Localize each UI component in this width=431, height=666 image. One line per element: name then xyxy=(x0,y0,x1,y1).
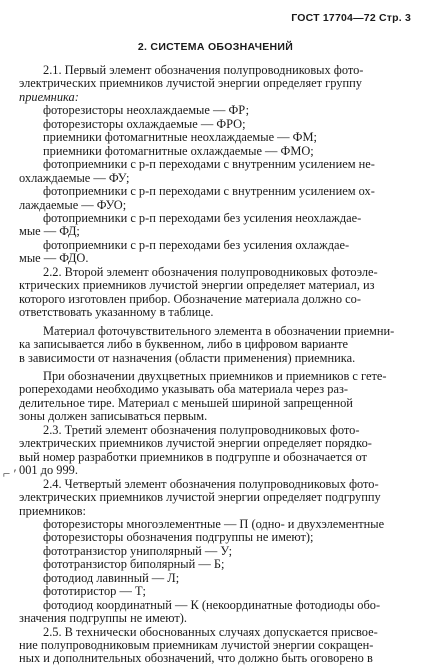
text-line: фоторезисторы многоэлементные — П (одно- и двухэлементные xyxy=(43,517,385,531)
text-line: Материал фоточувствительного элемента в обозначении приемни- xyxy=(43,324,395,338)
text-line: значения подгруппы не имеют). xyxy=(19,612,188,626)
text-line: приемников: xyxy=(19,504,86,518)
text-line: фотоприемники с р-п переходами с внутренним усилением ох- xyxy=(43,185,375,199)
text-line: лаждаемые — ФУО; xyxy=(19,198,127,212)
document-body xyxy=(19,64,413,666)
text-line: приемника: xyxy=(19,90,79,104)
text-line: электрических приемников лучистой энергии определяет группу xyxy=(19,77,362,91)
text-line: мые — ФД; xyxy=(19,225,80,239)
text-line: 2.2. Второй элемент обозначения полупроводниковых фотоэле- xyxy=(43,265,378,279)
text-line: приемники фотомагнитные охлаждаемые — ФМО; xyxy=(43,144,314,158)
text-line: фоторезисторы охлаждаемые — ФРО; xyxy=(43,117,246,131)
text-line: ных и дополнительных обозначений, что должно быть оговорено в xyxy=(19,652,373,666)
text-line: фотоприемники с р-п переходами без усиления неохлаждае- xyxy=(43,211,362,225)
text-line: фотоприемники с р-п переходами с внутренним усилением не- xyxy=(43,158,375,172)
text-line: фотоприемники с р-п переходами без усиления охлаждае- xyxy=(43,238,350,252)
text-line: электрических приемников лучистой энергии определяет подгруппу xyxy=(19,491,381,505)
text-line: 001 до 999. xyxy=(19,464,78,478)
text-line: делительное тире. Материал с меньшей шириной запрещенной xyxy=(19,396,353,410)
text-line: охлаждаемые — ФУ; xyxy=(19,171,130,185)
text-line: ние полупроводниковым приемникам лучистой энергии сокращен- xyxy=(19,639,374,653)
text-line: зоны должен записываться первым. xyxy=(19,410,208,424)
text-line: 2.1. Первый элемент обозначения полупроводниковых фото- xyxy=(43,64,364,77)
text-line: ктрических приемников лучистой энергии определяет материал, из xyxy=(19,279,375,293)
text-line: приемники фотомагнитные неохлаждаемые — ФМ; xyxy=(43,131,317,145)
text-line: фотодиод лавинный — Л; xyxy=(43,571,180,585)
text-line: которого изготовлен прибор. Обозначение материала должно со- xyxy=(19,292,362,306)
page-header: ГОСТ 17704—72 Стр. 3 xyxy=(291,12,411,24)
text-line: фототранзистор униполярный — У; xyxy=(43,544,233,558)
text-line: 2.3. Третий элемент обозначения полупроводниковых фото- xyxy=(43,423,360,437)
text-line: ка записывается либо в буквенном, либо в цифровом варианте xyxy=(19,338,348,352)
text-line: фотодиод координатный — К (некоординатные фотодиоды обо- xyxy=(43,598,381,612)
text-line: 2.4. Четвертый элемент обозначения полупроводниковых фото- xyxy=(43,477,379,491)
text-line: фототиристор — Т; xyxy=(43,585,146,599)
text-line: мые — ФДО. xyxy=(19,252,89,266)
margin-mark: ⌐ ′ xyxy=(3,466,17,481)
text-line: вый номер разработки приемников в подгруппе и обозначается от xyxy=(19,450,367,464)
text-line: ответствовать указанному в таблице. xyxy=(19,306,214,320)
text-line: фоторезисторы неохлаждаемые — ФР; xyxy=(43,104,250,118)
text-line: электрических приемников лучистой энергии определяет порядко- xyxy=(19,437,372,451)
text-line: в зависимости от назначения (области применения) приемника. xyxy=(19,351,356,365)
section-title: 2. СИСТЕМА ОБОЗНАЧЕНИЙ xyxy=(137,41,294,53)
text-line: фототранзистор биполярный — Б; xyxy=(43,558,225,572)
text-line: 2.5. В технически обоснованных случаях допускается присвое- xyxy=(43,625,378,639)
text-line: фоторезисторы обозначения подгруппы не имеют); xyxy=(43,531,314,545)
text-line: При обозначении двухцветных приемников и приемников с гете- xyxy=(43,369,387,383)
text-line: ропереходами необходимо указывать оба материала через раз- xyxy=(19,383,348,397)
